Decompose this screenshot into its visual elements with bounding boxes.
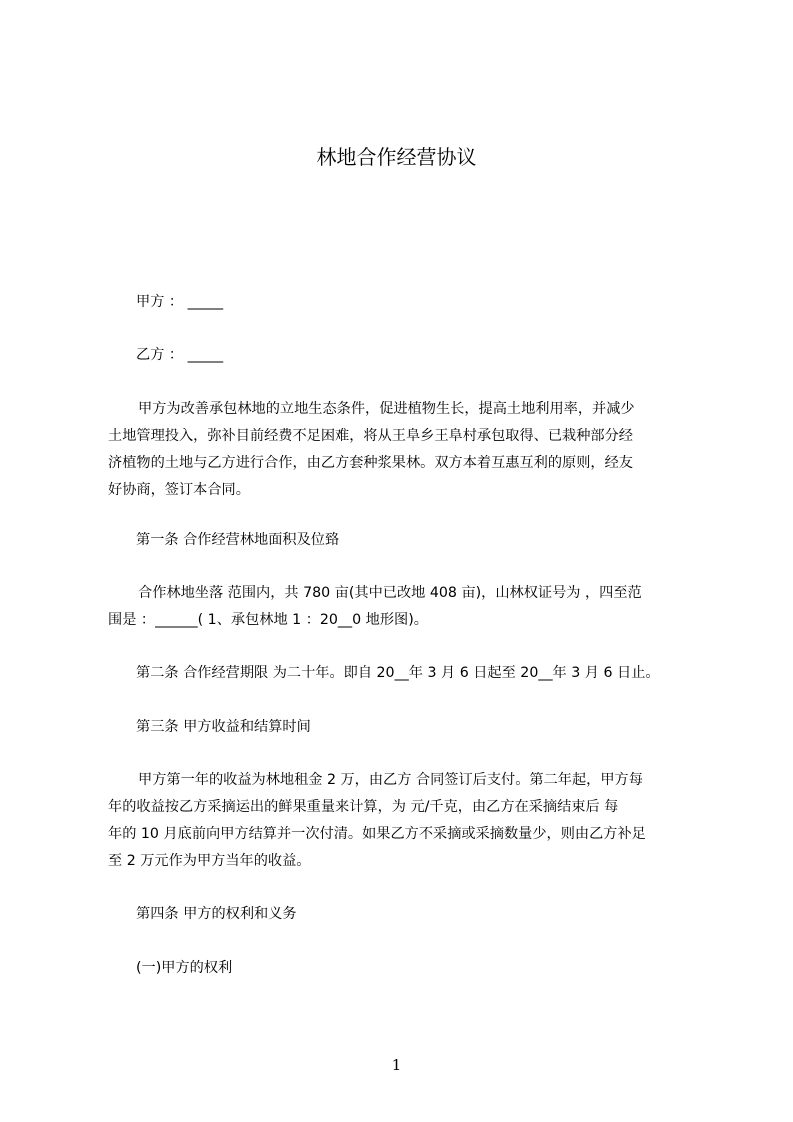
- intro-line-4: 好协商，签订本合同。: [108, 482, 250, 498]
- article2-line: 第二条 合作经营期限 为二十年。即自 20__年 3 月 6 日起至 20__年 3 月 6 日止。: [136, 665, 660, 681]
- page-number: 1: [391, 1056, 402, 1074]
- intro-line-3: 济植物的土地与乙方进行合作，由乙方套种浆果林。双方本着互惠互利的原则，经友: [108, 455, 633, 471]
- party-a-label: 甲方 ：: [136, 294, 184, 310]
- intro-line-1: 甲方为改善承包林地的立地生态条件，促进植物生长，提高土地利用率，并减少: [138, 401, 635, 417]
- party-b-value: _____: [187, 347, 224, 363]
- article1-line-2: 围是 ：______( 1、承包林地 1 ：20__0 地形图)。: [108, 612, 428, 628]
- document-title: 林地合作经营协议: [316, 145, 477, 169]
- article4-sub1: (一)甲方的权利: [136, 960, 233, 976]
- article4-heading: 第四条 甲方的权利和义务: [136, 906, 297, 922]
- article3-line-4: 至 2 万元作为甲方当年的收益。: [108, 853, 311, 869]
- intro-line-2: 土地管理投入，弥补目前经费不足困难，将从王阜乡王阜村承包取得、已栽种部分经: [108, 428, 633, 444]
- party-a-line: [136, 292, 223, 312]
- article3-line-2: 年的收益按乙方采摘运出的鲜果重量来计算，为 元/千克，由乙方在采摘结束后 每: [108, 799, 619, 815]
- article3-line-3: 年的 10 月底前向甲方结算并一次付清。如果乙方不采摘或采摘数量少，则由乙方补足: [108, 826, 646, 842]
- article3-heading: 第三条 甲方收益和结算时间: [136, 719, 311, 735]
- article1-line-1: 合作林地坐落 范围内，共 780 亩(其中已改地 408 亩)，山林权证号为 ，四至范: [138, 585, 642, 601]
- party-b-label: 乙方 ：: [136, 347, 184, 363]
- article1-heading: 第一条 合作经营林地面积及位臵: [136, 532, 340, 548]
- article3-line-1: 甲方第一年的收益为林地租金 2 万，由乙方 合同签订后支付。第二年起，甲方每: [138, 772, 643, 788]
- party-b-line: [136, 345, 223, 365]
- party-a-value: _____: [187, 294, 224, 310]
